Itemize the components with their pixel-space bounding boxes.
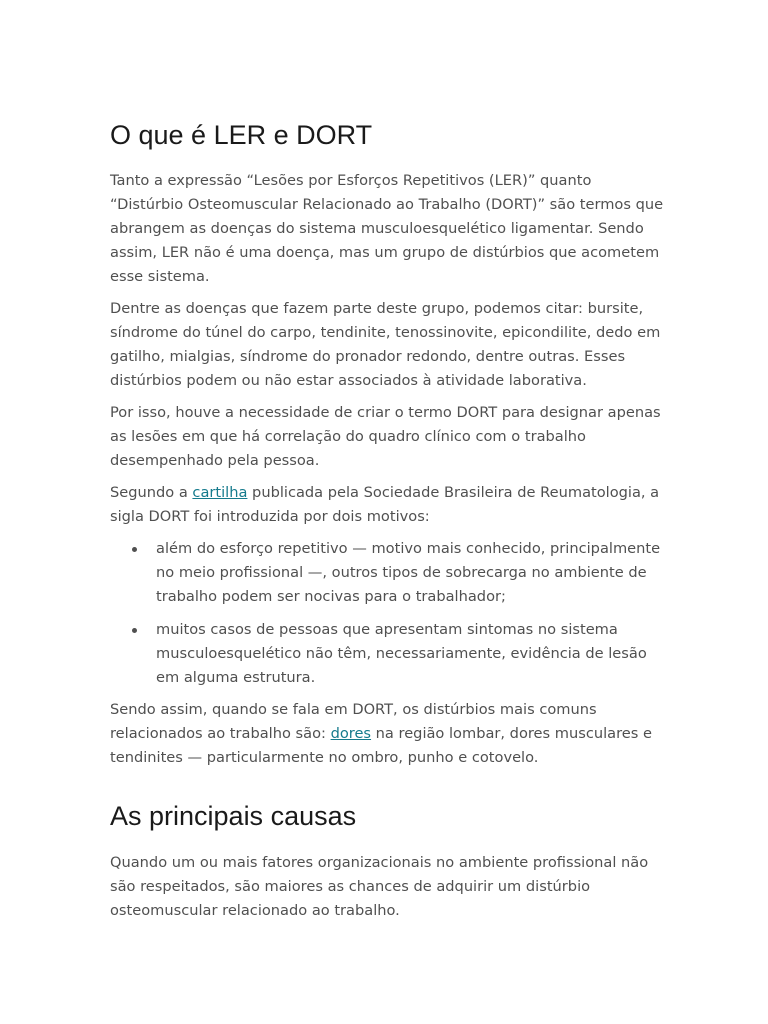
text-segment: publicada pela Sociedade Brasileira de Reumatologia, a: [247, 484, 660, 501]
dores-link[interactable]: dores: [330, 725, 372, 742]
paragraph-causes: [110, 851, 658, 923]
text-line: as lesões em que há correlação do quadro clínico com o trabalho: [110, 428, 586, 445]
text-line: esse sistema.: [110, 268, 210, 285]
text-segment: na região lombar, dores musculares e: [371, 725, 652, 742]
text-line: tendinites — particularmente no ombro, punho e cotovelo.: [110, 749, 539, 766]
text-line: abrangem as doenças do sistema musculoesquelético ligamentar. Sendo: [110, 220, 644, 237]
paragraph-common-disorders: [110, 698, 658, 770]
list-item-text: [156, 618, 656, 690]
text-line: Tanto a expressão “Lesões por Esforços Repetitivos (LER)” quanto: [110, 172, 592, 189]
paragraph-intro: [110, 169, 664, 289]
text-line: muitos casos de pessoas que apresentam sintomas no sistema: [156, 621, 618, 638]
text-line: osteomuscular relacionado ao trabalho.: [110, 902, 400, 919]
paragraph-diseases: [110, 297, 661, 393]
text-segment: Segundo a: [110, 484, 193, 501]
text-line: além do esforço repetitivo — motivo mais conhecido, principalmente: [156, 540, 661, 557]
text-line: assim, LER não é uma doença, mas um grupo de distúrbios que acometem: [110, 244, 660, 261]
paragraph-cartilha: [110, 481, 658, 529]
text-line: Por isso, houve a necessidade de criar o termo DORT para designar apenas: [110, 404, 661, 421]
text-line: gatilho, mialgias, síndrome do pronador redondo, dentre outras. Esses: [110, 348, 626, 365]
text-line: [110, 481, 658, 505]
text-line: síndrome do túnel do carpo, tendinite, tenossinovite, epicondilite, dedo em: [110, 324, 661, 341]
list-item-text: [156, 537, 661, 609]
bullet-list: [110, 537, 661, 697]
text-line: sigla DORT foi introduzida por dois motivos:: [110, 508, 430, 525]
cartilha-link[interactable]: cartilha: [192, 484, 248, 501]
text-segment: relacionados ao trabalho são:: [110, 725, 331, 742]
bullet-icon: [132, 628, 137, 633]
paragraph-dort-term: [110, 401, 661, 473]
text-line: trabalho podem ser nocivas para o trabalhador;: [156, 588, 506, 605]
section-heading-causes: As principais causas: [110, 801, 357, 831]
text-line: Dentre as doenças que fazem parte deste grupo, podemos citar: bursite,: [110, 300, 644, 317]
text-line: no meio profissional —, outros tipos de sobrecarga no ambiente de: [156, 564, 647, 581]
section-heading-ler-dort: O que é LER e DORT: [110, 120, 373, 150]
text-line: são respeitados, são maiores as chances de adquirir um distúrbio: [110, 878, 591, 895]
text-line: distúrbios podem ou não estar associados à atividade laborativa.: [110, 372, 587, 389]
text-line: [110, 722, 658, 746]
text-line: desempenhado pela pessoa.: [110, 452, 320, 469]
text-line: Sendo assim, quando se fala em DORT, os distúrbios mais comuns: [110, 701, 597, 718]
text-line: musculoesquelético não têm, necessariamente, evidência de lesão: [156, 645, 647, 662]
text-line: “Distúrbio Osteomuscular Relacionado ao Trabalho (DORT)” são termos que: [110, 196, 664, 213]
bullet-icon: [132, 547, 137, 552]
text-line: Quando um ou mais fatores organizacionais no ambiente profissional não: [110, 854, 649, 871]
text-line: em alguma estrutura.: [156, 669, 316, 686]
